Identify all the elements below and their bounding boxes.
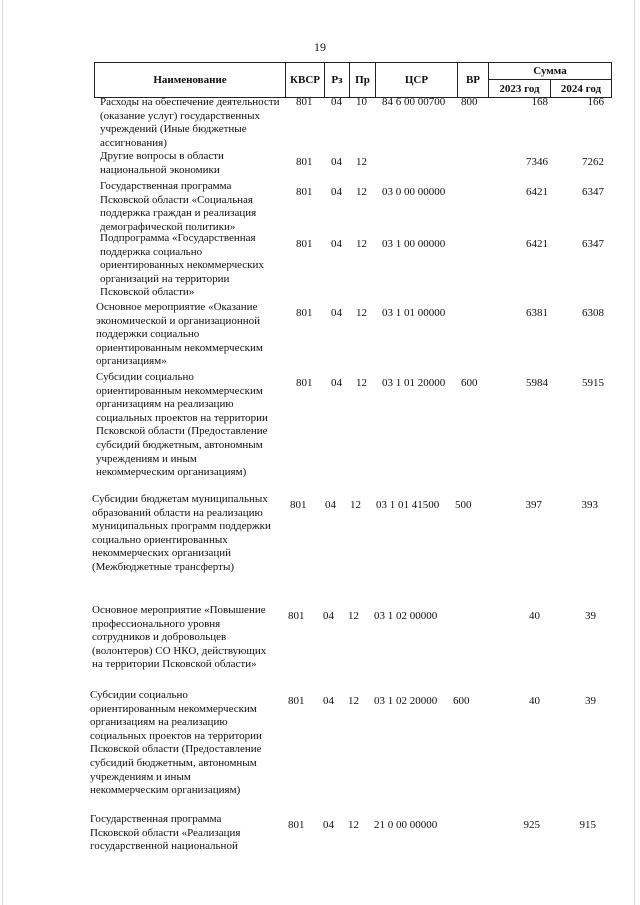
row-rz: 04 [325,499,336,511]
row-y2023: 7346 [526,156,548,168]
row-y2024: 7262 [582,156,604,168]
row-y2024: 6308 [582,307,604,319]
row-rz: 04 [331,186,342,198]
row-kvsr: 801 [288,610,305,622]
row-pr: 12 [348,819,359,831]
row-vr: 800 [461,96,478,108]
row-pr: 12 [356,377,367,389]
row-y2024: 6347 [582,238,604,250]
row-y2023: 40 [529,610,540,622]
row-csr: 03 0 00 00000 [382,186,446,198]
row-csr: 03 1 00 00000 [382,238,446,250]
row-rz: 04 [331,238,342,250]
row-name: Субсидии социально ориентированным некоммерческим организациям на реализацию социальных проектов на территории Псковской области (Предоставление субсидий бюджетным, автономным учреждениям и иным некоммерческим организациям) [90,689,262,797]
row-kvsr: 801 [296,156,313,168]
header-year-2024: 2024 год [550,79,612,98]
row-rz: 04 [331,377,342,389]
header-rz: Рз [324,62,350,98]
row-y2024: 393 [581,499,598,511]
row-csr: 03 1 01 41500 [376,499,440,511]
row-name: Субсидии социально ориентированным некоммерческим организациям на реализацию социальных проектов на территории Псковской области (Предоставление субсидий бюджетным, автономным учреждениям и иным некоммерческим организациям) [96,371,268,479]
header-vr: ВР [457,62,489,98]
header-kvsr: КВСР [285,62,325,98]
row-rz: 04 [331,307,342,319]
row-name: Государственная программа Псковской области «Реализация государственной национальной [90,813,241,853]
header-csr: ЦСР [375,62,458,98]
row-y2024: 915 [579,819,596,831]
header-pr: Пр [349,62,376,98]
row-vr: 600 [453,695,470,707]
page-number: 19 [314,40,326,54]
row-y2023: 5984 [526,377,548,389]
row-rz: 04 [331,96,342,108]
row-pr: 10 [356,96,367,108]
row-csr: 21 0 00 00000 [374,819,438,831]
row-pr: 12 [350,499,361,511]
row-y2023: 6421 [526,238,548,250]
row-rz: 04 [323,610,334,622]
row-name: Основное мероприятие «Повышение профессионального уровня сотрудников и добровольцев (волонтеров) СО НКО, действующих на территории Псковской области» [92,604,267,671]
row-y2023: 6421 [526,186,548,198]
row-vr: 600 [461,377,478,389]
row-kvsr: 801 [288,819,305,831]
row-y2024: 166 [587,96,604,108]
row-name: Основное мероприятие «Оказание экономической и организационной поддержки социально ориентированным некоммерческим организациям» [96,301,263,368]
row-kvsr: 801 [296,186,313,198]
row-rz: 04 [323,819,334,831]
header-sum: Сумма [488,62,612,80]
row-kvsr: 801 [288,695,305,707]
row-pr: 12 [348,610,359,622]
row-pr: 12 [348,695,359,707]
row-csr: 03 1 02 20000 [374,695,438,707]
row-kvsr: 801 [290,499,307,511]
row-y2023: 397 [525,499,542,511]
row-name: Другие вопросы в области национальной экономики [100,150,224,176]
header-name: Наименование [94,62,286,98]
row-pr: 12 [356,186,367,198]
row-name: Подпрограмма «Государственная поддержка социально ориентированных некоммерческих организаций на территории Псковской области» [100,232,264,299]
row-pr: 12 [356,238,367,250]
row-vr: 500 [455,499,472,511]
row-name: Государственная программа Псковской области «Социальная поддержка граждан и реализация демографической политики» [100,180,257,233]
row-rz: 04 [331,156,342,168]
row-y2024: 39 [585,695,596,707]
row-rz: 04 [323,695,334,707]
row-csr: 03 1 02 00000 [374,610,438,622]
row-y2023: 168 [531,96,548,108]
row-y2024: 6347 [582,186,604,198]
row-pr: 12 [356,156,367,168]
row-csr: 03 1 01 20000 [382,377,446,389]
row-csr: 03 1 01 00000 [382,307,446,319]
row-y2023: 6381 [526,307,548,319]
row-y2024: 5915 [582,377,604,389]
row-y2023: 925 [523,819,540,831]
row-kvsr: 801 [296,307,313,319]
table-header [94,62,612,98]
right-scan-edge [634,0,635,905]
row-y2024: 39 [585,610,596,622]
row-kvsr: 801 [296,96,313,108]
row-y2023: 40 [529,695,540,707]
row-kvsr: 801 [296,377,313,389]
left-scan-edge [2,0,3,905]
header-year-2023: 2023 год [488,79,551,98]
row-pr: 12 [356,307,367,319]
row-kvsr: 801 [296,238,313,250]
row-csr: 84 6 00 00700 [382,96,446,108]
row-name: Субсидии бюджетам муниципальных образований области на реализацию муниципальных программ поддержки социально ориентированных некоммерческих организаций (Межбюджетные трансферты) [92,493,271,573]
row-name: Расходы на обеспечение деятельности (оказание услуг) государственных учреждений (Иные бюджетные ассигнования) [100,96,280,149]
